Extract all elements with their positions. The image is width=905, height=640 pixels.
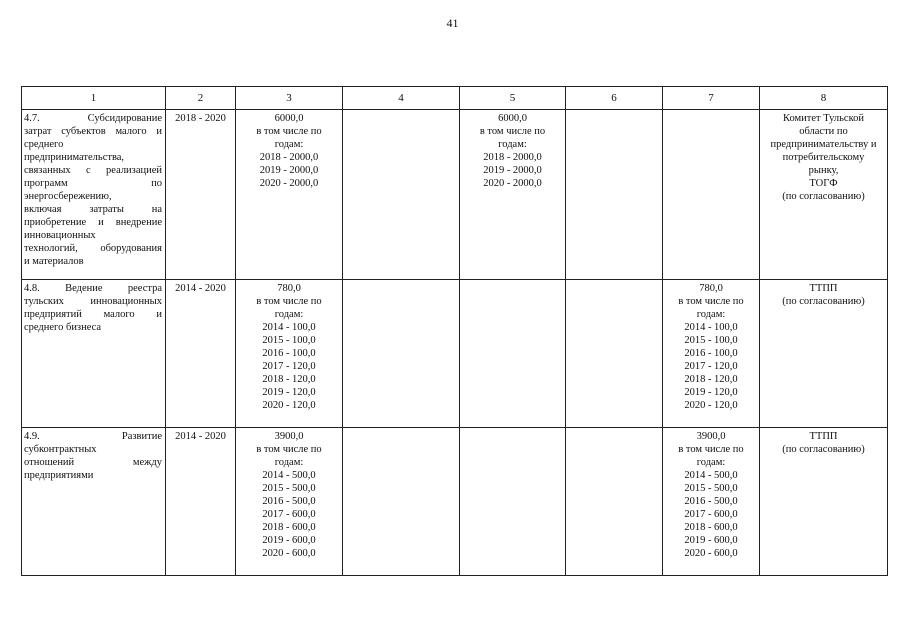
funding-line: в том числе по xyxy=(256,296,322,307)
funding-line: 2016 - 100,0 xyxy=(262,348,316,359)
executor-cell xyxy=(760,428,888,576)
measure-description xyxy=(22,110,166,280)
funding-line: в том числе по xyxy=(256,444,322,455)
funding-line: 2020 - 600,0 xyxy=(684,548,738,559)
funding-cell xyxy=(663,110,760,280)
description-line: предприятиями xyxy=(24,470,94,481)
funding-line: 2015 - 500,0 xyxy=(684,483,738,494)
funding-line: 2019 - 600,0 xyxy=(262,535,316,546)
description-line: энергосбережению, xyxy=(24,191,112,202)
description-line: 4.7. Субсидирование xyxy=(24,113,162,124)
funding-line: годам: xyxy=(274,309,304,320)
funding-cell xyxy=(236,110,343,280)
executor-line: области по xyxy=(799,126,848,137)
header-cell: 6 xyxy=(566,87,663,110)
funding-cell xyxy=(460,280,566,428)
table-row xyxy=(22,428,888,576)
funding-line: годам: xyxy=(274,139,304,150)
funding-line: 2014 - 500,0 xyxy=(262,470,316,481)
table-row xyxy=(22,280,888,428)
funding-line: годам: xyxy=(498,139,527,150)
funding-line: 2019 - 2000,0 xyxy=(483,165,542,176)
description-line: технологий, оборудования xyxy=(24,243,162,254)
funding-cell xyxy=(663,428,760,576)
funding-cell xyxy=(236,280,343,428)
funding-cell xyxy=(460,110,566,280)
header-cell: 5 xyxy=(460,87,566,110)
funding-line: годам: xyxy=(696,457,726,468)
header-cell: 3 xyxy=(236,87,343,110)
description-line: 4.8. Ведение реестра xyxy=(24,283,162,294)
funding-line: 2018 - 2000,0 xyxy=(259,152,319,163)
funding-line: 2020 - 600,0 xyxy=(262,548,316,559)
funding-line: 2017 - 600,0 xyxy=(684,509,738,520)
description-line: предпринимательства, xyxy=(24,152,125,163)
funding-line: 2020 - 120,0 xyxy=(262,400,316,411)
page-number: 41 xyxy=(446,16,459,30)
funding-line: 2016 - 100,0 xyxy=(684,348,738,359)
description-line: программ по xyxy=(24,178,162,189)
executor-line: ТТПП xyxy=(809,283,838,294)
funding-line: 780,0 xyxy=(699,283,723,294)
funding-cell xyxy=(343,428,460,576)
funding-cell xyxy=(663,280,760,428)
table-row xyxy=(22,110,888,280)
description-line: тульских инновационных xyxy=(24,296,162,307)
description-line: среднего бизнеса xyxy=(24,322,102,333)
header-cell: 8 xyxy=(760,87,888,110)
funding-line: 2020 - 2000,0 xyxy=(483,178,542,189)
funding-line: годам: xyxy=(274,457,304,468)
program-table xyxy=(21,86,888,576)
funding-line: 2014 - 100,0 xyxy=(262,322,316,333)
funding-line: 2019 - 120,0 xyxy=(684,387,738,398)
funding-line: 2017 - 600,0 xyxy=(262,509,316,520)
funding-line: 6000,0 xyxy=(274,113,304,124)
funding-line: 2017 - 120,0 xyxy=(262,361,316,372)
description-line: инновационных xyxy=(24,230,96,241)
funding-line: 2015 - 500,0 xyxy=(262,483,316,494)
funding-line: в том числе по xyxy=(256,126,322,137)
header-cell: 4 xyxy=(343,87,460,110)
period-cell: 2014 - 2020 xyxy=(166,428,236,576)
funding-line: в том числе по xyxy=(678,296,744,307)
funding-line: 2018 - 600,0 xyxy=(262,522,316,533)
executor-line: рынку, xyxy=(808,165,839,176)
description-line: предприятий малого и xyxy=(24,309,162,320)
funding-line: 2014 - 100,0 xyxy=(684,322,738,333)
funding-line: 780,0 xyxy=(277,283,301,294)
funding-line: 2019 - 2000,0 xyxy=(259,165,319,176)
funding-line: 2017 - 120,0 xyxy=(684,361,738,372)
period-cell: 2018 - 2020 xyxy=(166,110,236,280)
funding-line: 2018 - 120,0 xyxy=(684,374,738,385)
measure-description xyxy=(22,428,166,576)
funding-cell xyxy=(566,110,663,280)
executor-line: (по согласованию) xyxy=(782,296,865,307)
funding-cell xyxy=(343,280,460,428)
executor-line: Комитет Тульской xyxy=(782,113,865,124)
description-line: включая затраты на xyxy=(24,204,162,215)
executor-line: (по согласованию) xyxy=(782,444,865,455)
funding-line: 2014 - 500,0 xyxy=(684,470,738,481)
description-line: среднего xyxy=(24,139,64,150)
description-line: и материалов xyxy=(24,256,84,267)
header-cell: 1 xyxy=(22,87,166,110)
funding-line: 2015 - 100,0 xyxy=(684,335,738,346)
funding-line: 2019 - 120,0 xyxy=(262,387,316,398)
funding-line: 2018 - 120,0 xyxy=(262,374,316,385)
header-row xyxy=(22,87,888,110)
executor-line: ТОГФ xyxy=(809,178,838,189)
executor-cell xyxy=(760,280,888,428)
header-cell: 7 xyxy=(663,87,760,110)
funding-cell xyxy=(236,428,343,576)
funding-line: 3900,0 xyxy=(274,431,304,442)
executor-cell xyxy=(760,110,888,280)
funding-line: годам: xyxy=(696,309,726,320)
executor-line: (по согласованию) xyxy=(782,191,865,202)
header-cell: 2 xyxy=(166,87,236,110)
funding-line: 2018 - 600,0 xyxy=(684,522,738,533)
funding-line: 3900,0 xyxy=(696,431,726,442)
funding-line: в том числе по xyxy=(479,126,546,137)
description-line: 4.9. Развитие xyxy=(24,431,162,442)
funding-line: 2016 - 500,0 xyxy=(262,496,316,507)
funding-cell xyxy=(460,428,566,576)
funding-line: 6000,0 xyxy=(498,113,527,124)
funding-cell xyxy=(566,428,663,576)
executor-line: предпринимательству и xyxy=(770,139,877,150)
funding-line: 2020 - 2000,0 xyxy=(259,178,319,189)
funding-line: 2018 - 2000,0 xyxy=(483,152,542,163)
description-line: отношений между xyxy=(24,457,162,468)
funding-line: 2020 - 120,0 xyxy=(684,400,738,411)
period-cell: 2014 - 2020 xyxy=(166,280,236,428)
funding-line: 2016 - 500,0 xyxy=(684,496,738,507)
description-line: приобретение и внедрение xyxy=(24,217,162,228)
description-line: субконтрактных xyxy=(24,444,97,455)
executor-line: потребительскому xyxy=(782,152,865,163)
funding-line: в том числе по xyxy=(678,444,744,455)
funding-line: 2015 - 100,0 xyxy=(262,335,316,346)
funding-line: 2019 - 600,0 xyxy=(684,535,738,546)
executor-line: ТТПП xyxy=(809,431,838,442)
funding-cell xyxy=(343,110,460,280)
description-line: связанных с реализацией xyxy=(24,165,162,176)
funding-cell xyxy=(566,280,663,428)
description-line: затрат субъектов малого и xyxy=(24,126,162,137)
measure-description xyxy=(22,280,166,428)
